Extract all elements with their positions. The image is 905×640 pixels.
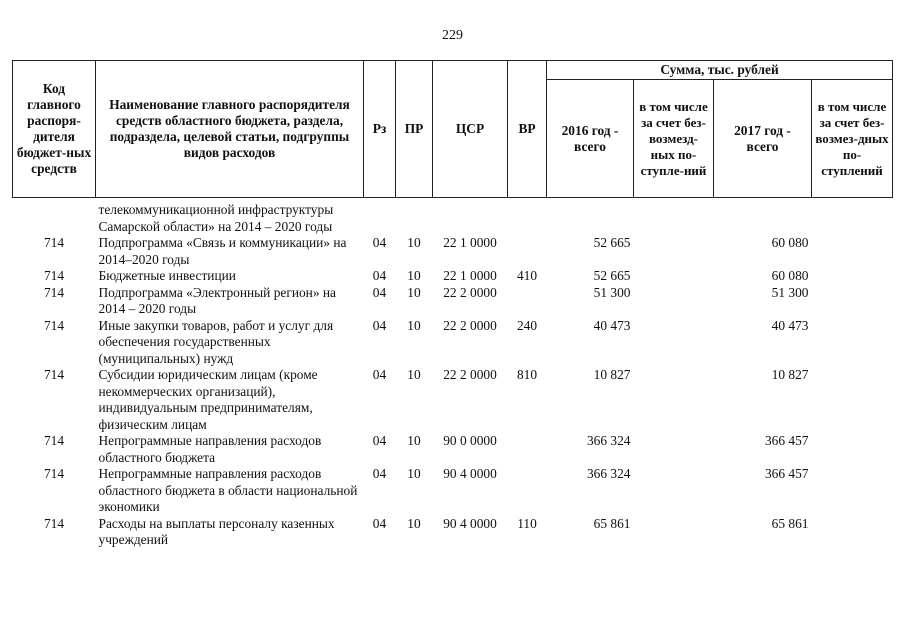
cell-2016-total: 366 324 — [586, 466, 631, 481]
cell-name: Непрограммные направления расходов областного бюджета в области национальной экономики — [98, 466, 358, 514]
cell-2016-free — [634, 367, 714, 433]
cell-name: Расходы на выплаты персоналу казенных учреждений — [98, 515, 335, 547]
cell-code: 714 — [43, 284, 65, 300]
cell-code: 714 — [43, 235, 65, 250]
cell-vr — [508, 466, 547, 516]
cell-2017-free — [812, 367, 893, 433]
cell-pr: 10 — [407, 433, 421, 448]
cell-2017-free — [812, 318, 893, 368]
cell-pr: 10 — [407, 466, 421, 481]
header-sum: Сумма, тыс. рублей — [547, 61, 893, 80]
cell-2016-total: 40 473 — [593, 317, 631, 333]
cell-rz: 04 — [372, 317, 387, 333]
cell-rz: 04 — [372, 284, 387, 300]
cell-csr: 90 4 0000 — [443, 466, 497, 481]
cell-2016-free — [634, 285, 714, 318]
cell-rz: 04 — [372, 466, 387, 481]
table-row — [13, 367, 893, 433]
cell-csr: 22 1 0000 — [443, 235, 497, 250]
table-row — [13, 433, 893, 466]
cell-code: 714 — [43, 367, 65, 382]
header-pr: ПР — [396, 61, 433, 198]
cell-pr: 10 — [407, 317, 421, 333]
cell-name: Бюджетные инвестиции — [98, 268, 236, 283]
cell-rz: 04 — [372, 268, 387, 283]
table-row — [13, 466, 893, 516]
cell-2016-free — [634, 516, 714, 549]
cell-2016-total: 366 324 — [586, 433, 631, 448]
cell-2017-total: 40 473 — [771, 317, 809, 333]
header-csr: ЦСР — [433, 61, 508, 198]
cell-rz: 04 — [372, 515, 387, 531]
table-body — [13, 198, 893, 549]
cell-rz: 04 — [372, 235, 387, 250]
cell-code: 714 — [43, 515, 65, 531]
header-code: Код главного распоря-дителя бюджет-ных средств — [13, 61, 96, 198]
cell-pr: 10 — [407, 235, 421, 250]
cell-code: 714 — [43, 268, 65, 283]
cell-2016-free — [634, 268, 714, 285]
table-row — [13, 285, 893, 318]
cell-vr — [508, 285, 547, 318]
cell-2016-total: 51 300 — [593, 284, 631, 300]
budget-table — [12, 60, 893, 549]
cell-pr: 10 — [407, 268, 421, 283]
cell-vr: 810 — [516, 367, 538, 382]
cell-vr — [508, 433, 547, 466]
cell-csr: 90 4 0000 — [443, 515, 497, 531]
cell-pr: 10 — [407, 515, 421, 531]
cell-2017-total: 60 080 — [771, 235, 809, 250]
table-row — [13, 235, 893, 268]
cell-2017-free — [812, 516, 893, 549]
cell-name: Непрограммные направления расходов областного бюджета — [98, 433, 322, 465]
cell-code: 714 — [43, 317, 65, 333]
cell-code: 714 — [43, 466, 65, 481]
cell-code: 714 — [43, 433, 65, 448]
header-vr: ВР — [508, 61, 547, 198]
cell-2017-free — [812, 285, 893, 318]
cell-2016-free — [634, 466, 714, 516]
header-2016-total: 2016 год - всего — [547, 80, 634, 198]
cell-csr: 90 0 0000 — [443, 433, 497, 448]
cell-2016-free — [634, 235, 714, 268]
header-row-top — [13, 61, 893, 80]
cell-vr: 110 — [517, 515, 537, 531]
cell-csr: 22 2 0000 — [443, 367, 497, 382]
header-2017-total: 2017 год - всего — [714, 80, 812, 198]
cell-2016-total: 52 665 — [593, 235, 631, 250]
cell-2017-free — [812, 235, 893, 268]
page-number: 229 — [442, 28, 463, 43]
cell-rz: 04 — [372, 433, 387, 448]
header-rz: Рз — [364, 61, 396, 198]
cell-2017-free — [812, 466, 893, 516]
cell-csr: 22 1 0000 — [443, 268, 497, 283]
cell-name: Подпрограмма «Связь и коммуникации» на 2014–2020 годы — [98, 235, 347, 267]
header-2016-free: в том числе за счет без-возмезд-ных по-ступле-ний — [634, 80, 714, 198]
table-row — [13, 516, 893, 549]
cell-2016-total: 65 861 — [593, 515, 631, 531]
cell-csr: 22 2 0000 — [443, 284, 497, 300]
continuation-row — [13, 202, 893, 235]
header-2017-free: в том числе за счет без-возмез-дных по-ступлений — [812, 80, 893, 198]
cell-2017-free — [812, 268, 893, 285]
cell-2017-total: 65 861 — [771, 515, 809, 531]
cell-vr: 410 — [516, 268, 538, 283]
cell-2016-free — [634, 433, 714, 466]
cell-name: Субсидии юридическим лицам (кроме некоммерческих организаций), индивидуальным предпринимателям, физическим лицам — [98, 367, 318, 432]
cell-2016-total: 52 665 — [593, 268, 631, 283]
cell-pr: 10 — [407, 367, 421, 382]
cell-2016-free — [634, 318, 714, 368]
cell-vr — [508, 235, 547, 268]
cell-2016-total: 10 827 — [593, 367, 631, 382]
cell-2017-free — [812, 433, 893, 466]
table-row — [13, 268, 893, 285]
continuation-text: телекоммуникационной инфраструктуры Самарской области» на 2014 – 2020 годы — [98, 202, 334, 234]
cell-2017-total: 60 080 — [771, 268, 809, 283]
cell-csr: 22 2 0000 — [443, 317, 497, 333]
cell-name: Иные закупки товаров, работ и услуг для обеспечения государственных (муниципальных) нужд — [98, 317, 334, 366]
cell-2017-total: 10 827 — [771, 367, 809, 382]
cell-vr: 240 — [516, 317, 538, 333]
cell-2017-total: 366 457 — [764, 433, 809, 448]
cell-rz: 04 — [372, 367, 387, 382]
table-row — [13, 318, 893, 368]
cell-name: Подпрограмма «Электронный регион» на 2014 – 2020 годы — [98, 284, 337, 316]
cell-pr: 10 — [407, 284, 421, 300]
cell-2017-total: 366 457 — [764, 466, 809, 481]
cell-2017-total: 51 300 — [771, 284, 809, 300]
header-name: Наименование главного распорядителя средств областного бюджета, раздела, подраздела, целевой статьи, подгруппы видов расходов — [96, 61, 364, 198]
